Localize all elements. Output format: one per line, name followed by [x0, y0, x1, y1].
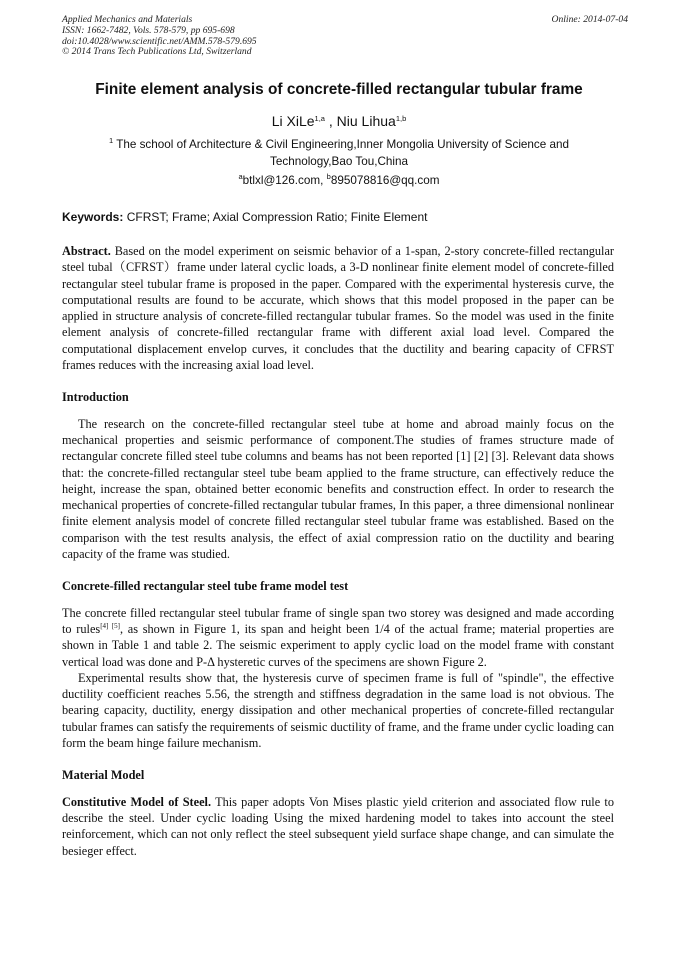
- author-2: Niu Lihua: [336, 113, 396, 129]
- author-2-affiliation-mark: 1,b: [395, 114, 407, 123]
- online-date: Online: 2014-07-04: [551, 14, 628, 25]
- paper-title: Finite element analysis of concrete-filled rectangular tubular frame: [95, 81, 583, 98]
- author-1: Li XiLe: [271, 113, 315, 129]
- email-a-mark: a: [238, 172, 243, 181]
- author-separator: ,: [324, 113, 337, 129]
- doi-line: doi:10.4028/www.scientific.net/AMM.578-579.695: [62, 35, 257, 47]
- steel-model-paragraph: [62, 794, 614, 859]
- keywords: [62, 210, 622, 224]
- model-test-paragraph-2: Experimental results show that, the hysteresis curve of specimen frame is full of "spindle", the effective ductility coefficient reaches 5.56, the strength and stiffness degradation in the same load is not obvious. The bearing capacity, ductility, energy dissipation and other mechanical properties of concrete-filled rectangular tubular frames can satisfy the requirements of seismic ductility of frame, and the frame under cyclic loading can form the beam hinge failure mechanism.: [62, 670, 614, 751]
- email-b[interactable]: 895078816@qq.com: [330, 174, 440, 187]
- citation-4-5: [4] [5]: [100, 621, 120, 630]
- keywords-text: CFRST; Frame; Axial Compression Ratio; Finite Element: [123, 210, 428, 224]
- introduction-paragraph: The research on the concrete-filled rectangular steel tube at home and abroad mainly focus on the mechanical properties and seismic performance of component.The studies of frames structure made of rectangular concrete filled steel tube columns and beams has not been reported [1] [2] [3]. Relevant data shows that: the concrete-filled rectangular steel tube beam applied to the frame structure, can effectively reduce the height, increase the span, obtained better economic benefits and construction effect. In order to research the mechanical properties of concrete-filled rectangular tubular frames, In this paper, a three dimensional nonlinear finite element analysis model of concrete filled rectangular steel tubular frame was established. Based on the comparison with the test results analysis, the effect of axial compression ratio on the ductility and bearing capacity of the frame was studied.: [62, 416, 614, 562]
- author-line: [0, 113, 678, 129]
- introduction-heading: Introduction: [62, 390, 129, 405]
- material-model-heading: Material Model: [62, 768, 145, 783]
- author-1-affiliation-mark: 1,a: [314, 114, 325, 123]
- journal-name: Applied Mechanics and Materials: [62, 14, 193, 25]
- author-emails: [0, 174, 678, 187]
- abstract-text: Based on the model experiment on seismic behavior of a 1-span, 2-story concrete-filled rectangular steel tubal（CFRST）frame under lateral cyclic loads, a 3-D nonlinear finite element model of concrete-filled rectangular steel tubular frame is proposed in the paper. Compared with the experimental hysteresis curve, the computational results are found to be accurate, which shows that this model proposed in the paper can be applied in structure analysis of concrete-filled rectangular tubular frames. So the model was used in the finite element analysis of concrete-filled rectangular frame with different axial load level. Compared the computational displacement envelop curves, it concludes that the ductility and bearing capacity of CFRST frames reduces with the increasing axial load level.: [62, 244, 614, 373]
- model-test-text-a: The concrete filled rectangular steel tubular frame of single span two storey was designed and made according to rules: [62, 605, 614, 636]
- email-b-mark: b: [326, 172, 331, 181]
- model-test-paragraph-1: [62, 605, 614, 670]
- running-header: [62, 15, 628, 58]
- issn-line: ISSN: 1662-7482, Vols. 578-579, pp 695-698: [62, 24, 235, 36]
- keywords-label: Keywords:: [62, 210, 124, 224]
- email-a[interactable]: btlxl@126.com,: [242, 174, 327, 187]
- steel-model-subheading: Constitutive Model of Steel.: [62, 794, 212, 809]
- affiliation: [80, 137, 598, 170]
- affiliation-mark: 1: [108, 136, 114, 145]
- paper-body: [62, 243, 614, 859]
- model-test-text-b: , as shown in Figure 1, its span and height been 1/4 of the actual frame; material properties are shown in Table 1 and table 2. The seismic experiment to apply cyclic load on the model frame with constant vertical load was done and P-Δ hysteretic curves of the specimens are shown Figure 2.: [62, 621, 615, 669]
- copyright-line: © 2014 Trans Tech Publications Ltd, Switzerland: [62, 46, 252, 58]
- steel-model-text: This paper adopts Von Mises plastic yield criterion and associated flow rule to describe the steel. Under cyclic loading Using the mixed hardening model to takes into account the steel reinforcement, which can not only reflect the steel subsequent yield surface shape change, and can simulate the besieger effect.: [62, 794, 614, 858]
- affiliation-text: The school of Architecture & Civil Engineering,Inner Mongolia University of Science and Technology,Bao Tou,China: [116, 138, 570, 168]
- abstract: [62, 243, 614, 373]
- model-test-heading: Concrete-filled rectangular steel tube frame model test: [62, 579, 349, 594]
- abstract-label: Abstract.: [62, 244, 111, 258]
